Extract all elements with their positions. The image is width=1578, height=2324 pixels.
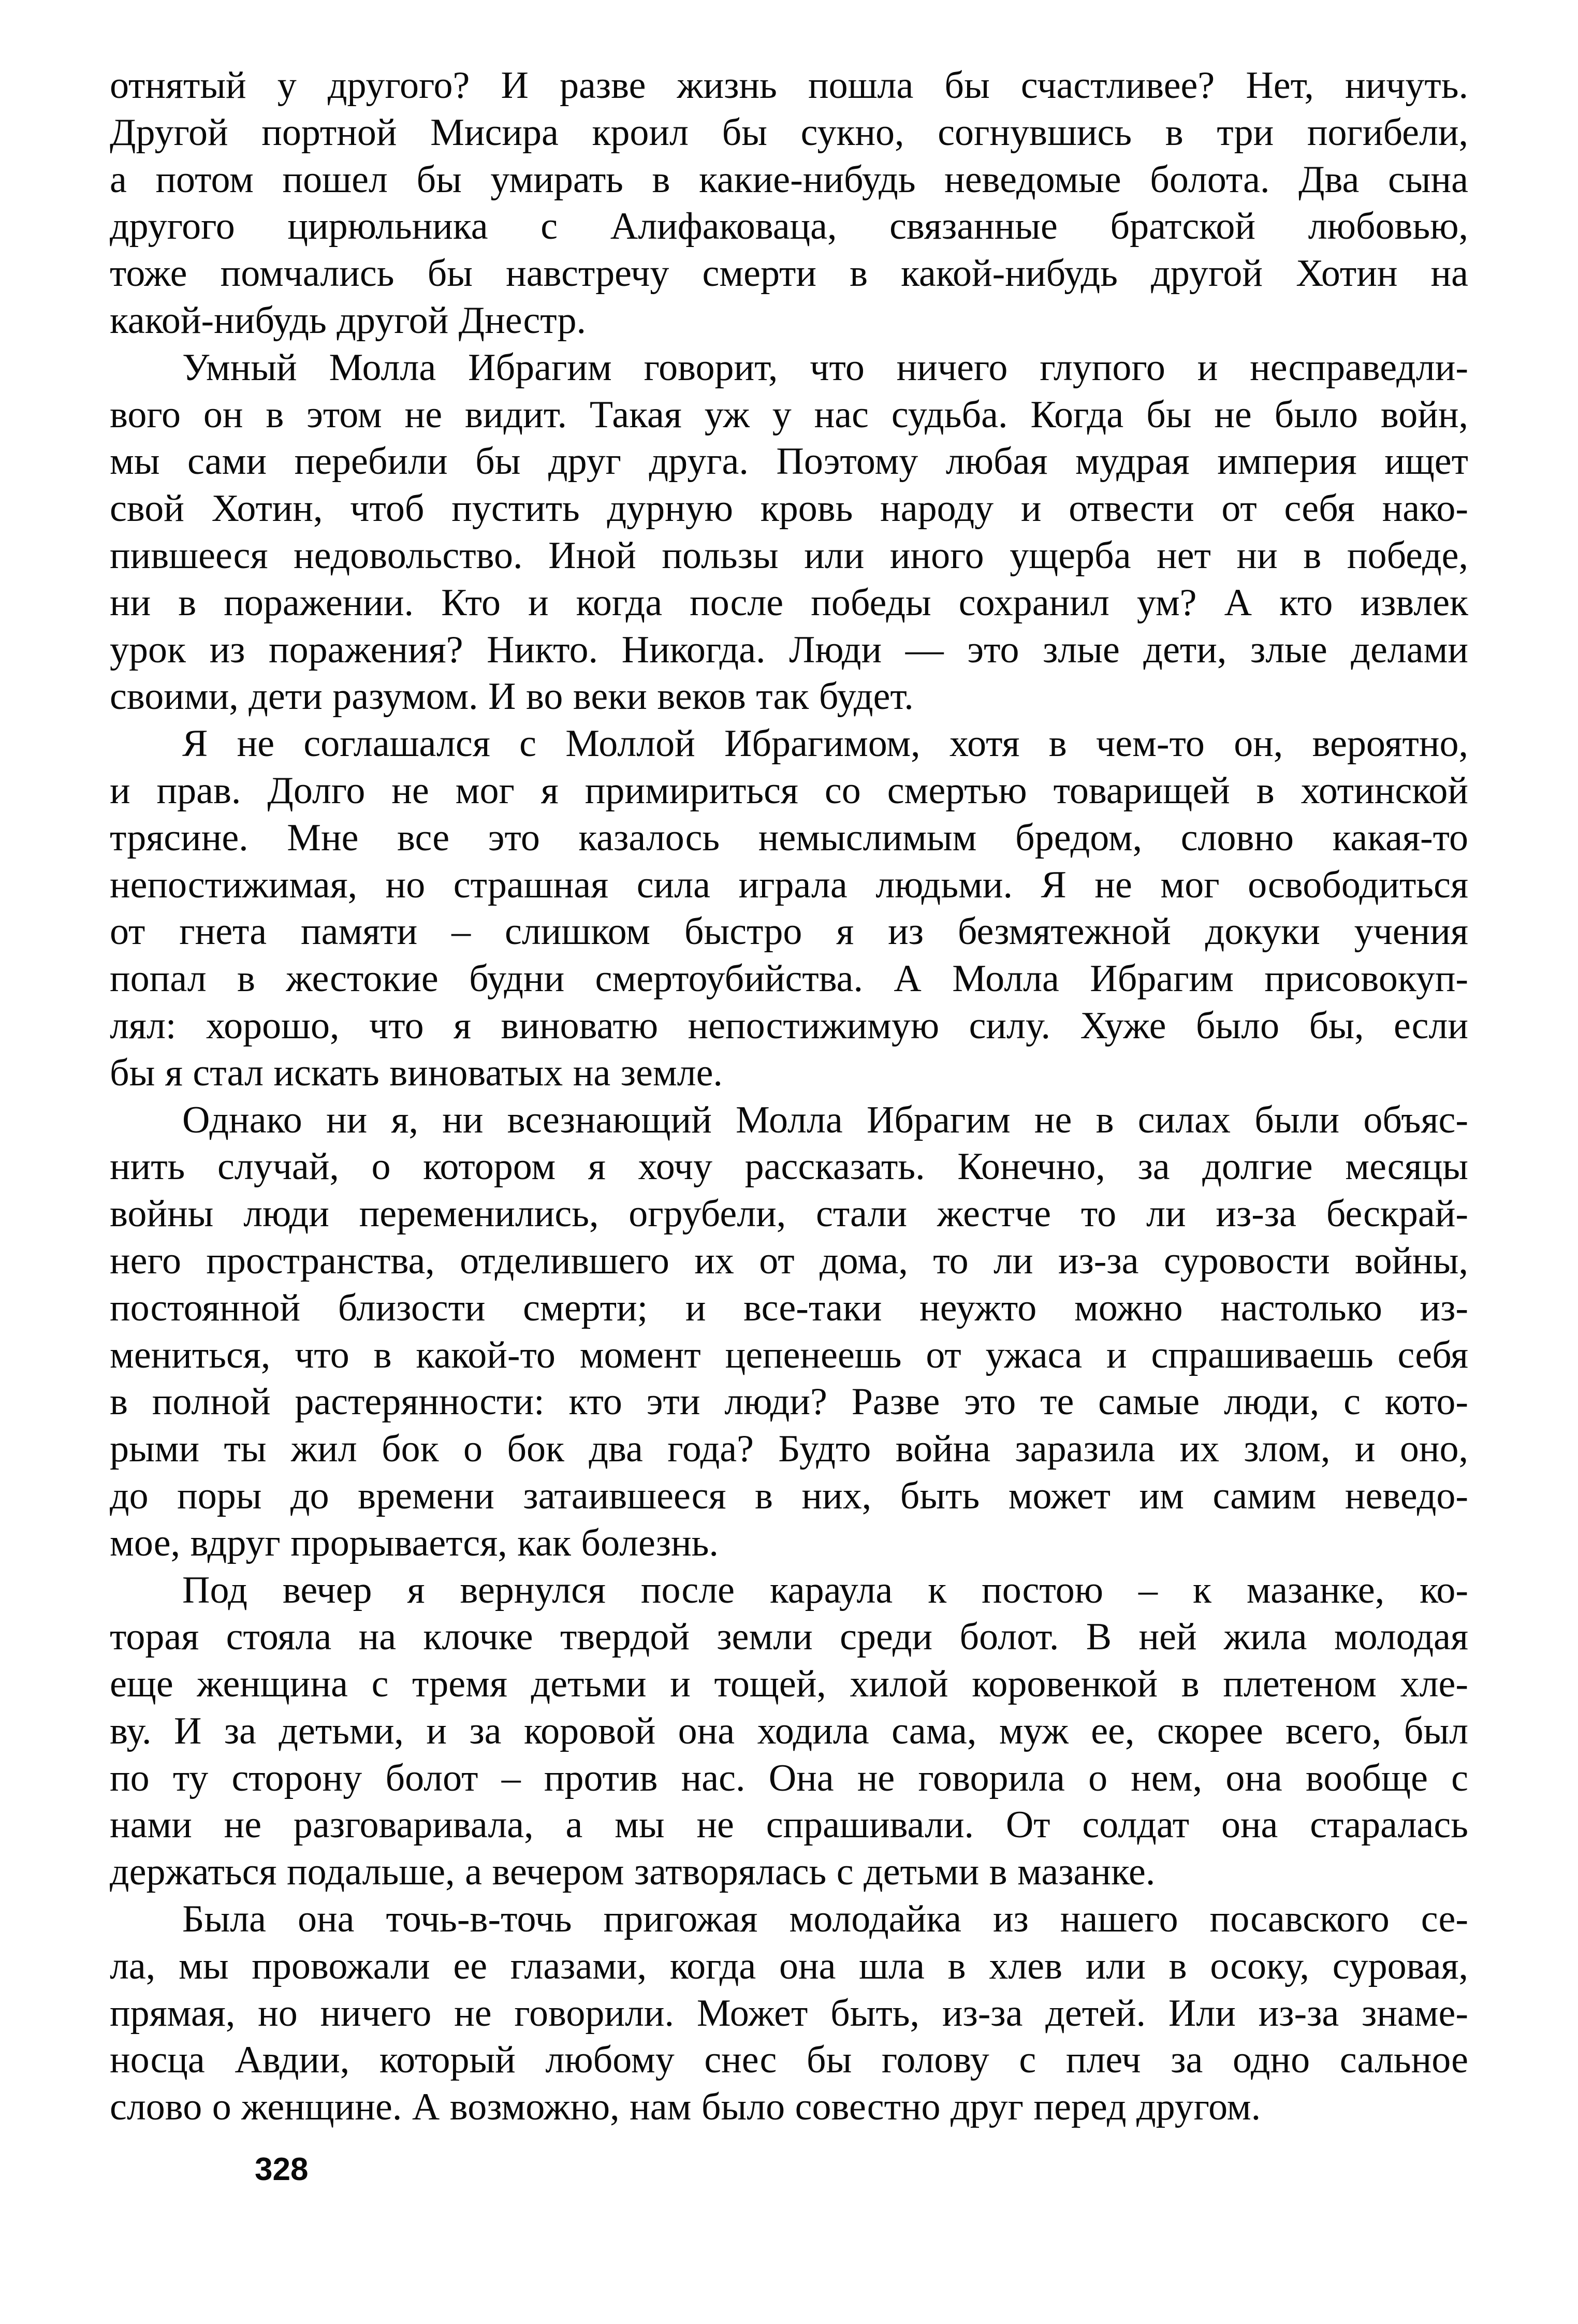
paragraph: [110, 720, 1468, 1096]
text-line: Была она точь-в-точь пригожая молодайка из нашего посавского се-: [182, 1898, 1468, 1941]
text-line: тоже помчались бы навстречу смерти в какой-нибудь другой Хотин на: [110, 252, 1468, 295]
text-line: в полной растерянности: кто эти люди? Разве это те самые люди, с кото-: [110, 1381, 1468, 1424]
text-line: Умный Молла Ибрагим говорит, что ничего глупого и несправедли-: [182, 346, 1468, 389]
text-line: держаться подальше, а вечером затворялась с детьми в мазанке.: [110, 1851, 1156, 1894]
text-line: а потом пошел бы умирать в какие-нибудь неведомые болота. Два сына: [110, 158, 1468, 201]
body-text: [110, 62, 1468, 2131]
text-line: носца Авдии, который любому снес бы голову с плеч за одно сальное: [110, 2039, 1468, 2082]
text-line: прямая, но ничего не говорили. Может быть, из-за детей. Или из-за знаме-: [110, 1992, 1468, 2035]
text-line: ла, мы провожали ее глазами, когда она шла в хлев или в осоку, суровая,: [110, 1944, 1468, 1987]
text-line: постоянной близости смерти; и все-таки неужто можно настолько из-: [110, 1286, 1468, 1329]
text-line: другого цирюльника с Алифаковаца, связанные братской любовью,: [110, 205, 1468, 248]
text-line: Я не соглашался с Моллой Ибрагимом, хотя в чем-то он, вероятно,: [182, 722, 1468, 765]
text-line: до поры до времени затаившееся в них, быть может им самим неведо-: [110, 1474, 1468, 1517]
text-line: Под вечер я вернулся после караула к постою – к мазанке, ко-: [182, 1568, 1468, 1611]
text-line: попал в жестокие будни смертоубийства. А Молла Ибрагим присовокуп-: [110, 957, 1468, 1000]
text-line: по ту сторону болот – против нас. Она не говорила о нем, она вообще с: [110, 1756, 1468, 1799]
text-line: Однако ни я, ни всезнающий Молла Ибрагим не в силах были объяс-: [182, 1098, 1468, 1141]
text-line: слово о женщине. А возможно, нам было совестно друг перед другом.: [110, 2086, 1261, 2129]
text-line: какой-нибудь другой Днестр.: [110, 299, 587, 342]
text-line: пившееся недовольство. Иной пользы или иного ущерба нет ни в победе,: [110, 534, 1468, 577]
text-line: трясине. Мне все это казалось немыслимым бредом, словно какая-то: [110, 816, 1468, 859]
text-line: от гнета памяти – слишком быстро я из безмятежной докуки учения: [110, 910, 1468, 953]
text-line: бы я стал искать виноватых на земле.: [110, 1051, 723, 1094]
text-line: свой Хотин, чтоб пустить дурную кровь народу и отвести от себя нако-: [110, 487, 1468, 530]
text-line: торая стояла на клочке твердой земли среди болот. В ней жила молодая: [110, 1616, 1468, 1659]
text-line: лял: хорошо, что я виноватю непостижимую силу. Хуже было бы, если: [110, 1004, 1468, 1047]
text-line: еще женщина с тремя детьми и тощей, хилой коровенкой в плетеном хле-: [110, 1663, 1468, 1706]
text-line: непостижимая, но страшная сила играла людьми. Я не мог освободиться: [110, 863, 1468, 906]
text-line: и прав. Долго не мог я примириться со смертью товарищей в хотинской: [110, 769, 1468, 812]
text-line: рыми ты жил бок о бок два года? Будто война заразила их злом, и оно,: [110, 1428, 1468, 1471]
text-line: Другой портной Мисира кроил бы сукно, согнувшись в три погибели,: [110, 111, 1468, 154]
paragraph: [110, 344, 1468, 720]
paragraph: [110, 1567, 1468, 1896]
text-line: отнятый у другого? И разве жизнь пошла бы счастливее? Нет, ничуть.: [110, 64, 1468, 107]
text-line: него пространства, отделившего их от дома, то ли из-за суровости войны,: [110, 1239, 1468, 1282]
text-line: вого он в этом не видит. Такая уж у нас судьба. Когда бы не было войн,: [110, 393, 1468, 436]
page-number: 328: [255, 2152, 309, 2187]
text-line: войны люди переменились, огрубели, стали жестче то ли из-за бескрай-: [110, 1193, 1468, 1236]
paragraph: [110, 1097, 1468, 1567]
text-line: ни в поражении. Кто и когда после победы сохранил ум? А кто извлек: [110, 581, 1468, 624]
text-line: ву. И за детьми, и за коровой она ходила сама, муж ее, скорее всего, был: [110, 1709, 1468, 1752]
paragraph: [110, 1896, 1468, 2131]
text-line: своими, дети разумом. И во веки веков так будет.: [110, 675, 914, 718]
text-line: нами не разговаривала, а мы не спрашивали. От солдат она старалась: [110, 1804, 1468, 1847]
text-line: урок из поражения? Никто. Никогда. Люди — это злые дети, злые делами: [110, 628, 1468, 671]
text-line: нить случай, о котором я хочу рассказать. Конечно, за долгие месяцы: [110, 1145, 1468, 1188]
text-line: мое, вдруг прорывается, как болезнь.: [110, 1521, 719, 1564]
paragraph: [110, 62, 1468, 344]
text-line: мениться, что в какой-то момент цепенеешь от ужаса и спрашиваешь себя: [110, 1333, 1468, 1376]
text-line: мы сами перебили бы друг друга. Поэтому любая мудрая империя ищет: [110, 440, 1468, 483]
